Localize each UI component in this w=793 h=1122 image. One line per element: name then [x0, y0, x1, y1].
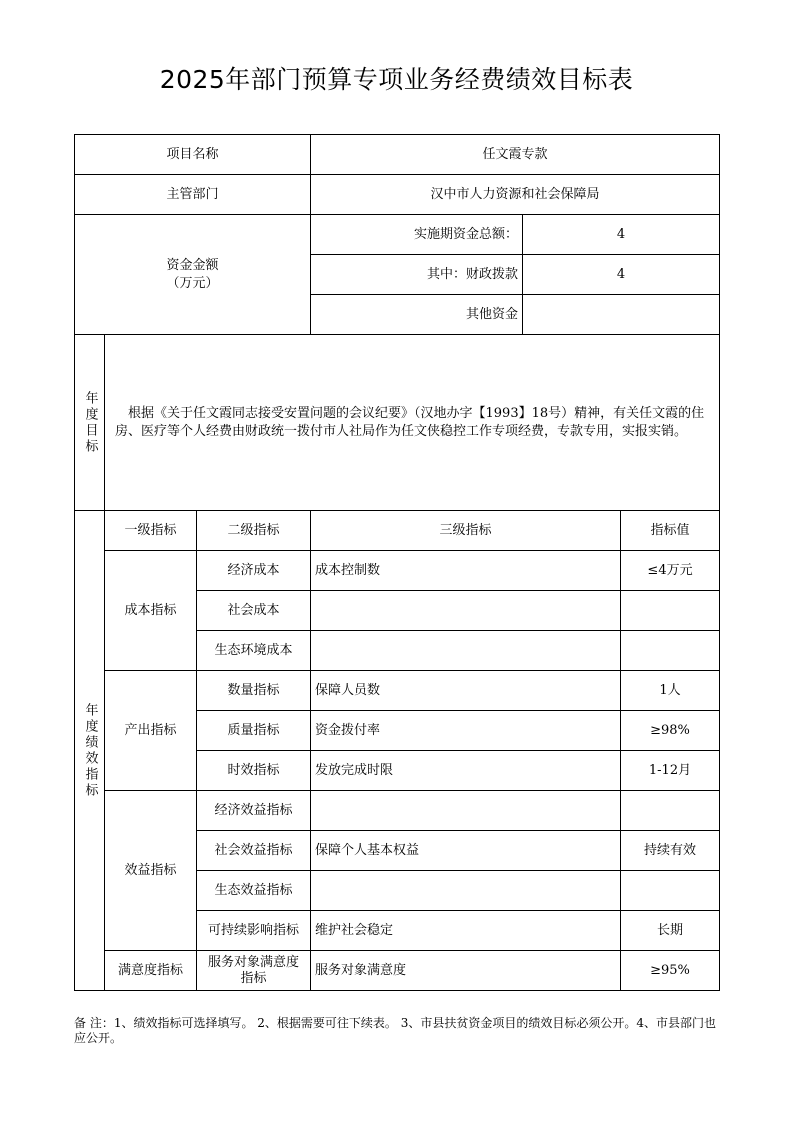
level3-indicator: 资金拨付率 [311, 711, 621, 751]
level2-indicator: 质量指标 [197, 711, 311, 751]
indicator-value: ≥95% [621, 951, 720, 991]
level1-indicator: 满意度指标 [105, 951, 197, 991]
indicator-value: 1人 [621, 671, 720, 711]
indicators-section-label: 年度绩效指标 [75, 511, 105, 991]
indicator-value [621, 591, 720, 631]
indicator-row [75, 551, 720, 591]
funds-label: 资金金额 （万元） [75, 215, 311, 335]
level2-indicator: 经济成本 [197, 551, 311, 591]
level3-indicator: 维护社会稳定 [311, 911, 621, 951]
other-funds-label: 其他资金 [311, 295, 523, 335]
level3-indicator: 成本控制数 [311, 551, 621, 591]
indicator-row [75, 951, 720, 991]
performance-table [74, 134, 720, 991]
level2-indicator: 社会效益指标 [197, 831, 311, 871]
total-funds-value: 4 [523, 215, 720, 255]
indicator-value: 持续有效 [621, 831, 720, 871]
level3-indicator [311, 591, 621, 631]
header-level1: 一级指标 [105, 511, 197, 551]
level3-indicator: 服务对象满意度 [311, 951, 621, 991]
level2-indicator: 服务对象满意度 指标 [197, 951, 311, 991]
department-value: 汉中市人力资源和社会保障局 [311, 175, 720, 215]
department-label: 主管部门 [75, 175, 311, 215]
indicator-value: 1-12月 [621, 751, 720, 791]
fiscal-funds-value: 4 [523, 255, 720, 295]
level2-indicator: 可持续影响指标 [197, 911, 311, 951]
level1-indicator: 效益指标 [105, 791, 197, 951]
level3-indicator [311, 791, 621, 831]
level1-indicator: 成本指标 [105, 551, 197, 671]
level3-indicator [311, 871, 621, 911]
level2-indicator: 时效指标 [197, 751, 311, 791]
indicator-value [621, 631, 720, 671]
indicator-value: ≤4万元 [621, 551, 720, 591]
header-level3: 三级指标 [311, 511, 621, 551]
annual-goal-label: 年度目标 [75, 335, 105, 511]
level2-indicator: 生态效益指标 [197, 871, 311, 911]
total-funds-label: 实施期资金总额： [311, 215, 523, 255]
level1-indicator: 产出指标 [105, 671, 197, 791]
level2-indicator: 经济效益指标 [197, 791, 311, 831]
indicator-row [75, 671, 720, 711]
indicator-row [75, 791, 720, 831]
annual-goal-text: 根据《关于任文霞同志接受安置问题的会议纪要》（汉地办字【1993】18号）精神，有关任文霞的住房、医疗等个人经费由财政统一拨付市人社局作为任文侠稳控工作专项经费，专款专用，实报实销。 [105, 335, 720, 511]
footnote: 备 注：1、绩效指标可选择填写。 2、根据需要可往下续表。 3、市县扶贫资金项目的绩效目标必须公开。4、市县部门也应公开。 [74, 1016, 716, 1045]
other-funds-value [523, 295, 720, 335]
level2-indicator: 生态环境成本 [197, 631, 311, 671]
indicator-value: 长期 [621, 911, 720, 951]
level3-indicator: 发放完成时限 [311, 751, 621, 791]
level3-indicator [311, 631, 621, 671]
level2-indicator: 数量指标 [197, 671, 311, 711]
level3-indicator: 保障个人基本权益 [311, 831, 621, 871]
page-title: 2025年部门预算专项业务经费绩效目标表 [159, 65, 634, 94]
level3-indicator: 保障人员数 [311, 671, 621, 711]
indicator-value [621, 871, 720, 911]
project-name-value: 任文霞专款 [311, 135, 720, 175]
level2-indicator: 社会成本 [197, 591, 311, 631]
header-level2: 二级指标 [197, 511, 311, 551]
header-value: 指标值 [621, 511, 720, 551]
fiscal-funds-label: 其中：财政拨款 [311, 255, 523, 295]
indicator-value [621, 791, 720, 831]
project-name-label: 项目名称 [75, 135, 311, 175]
indicator-value: ≥98% [621, 711, 720, 751]
